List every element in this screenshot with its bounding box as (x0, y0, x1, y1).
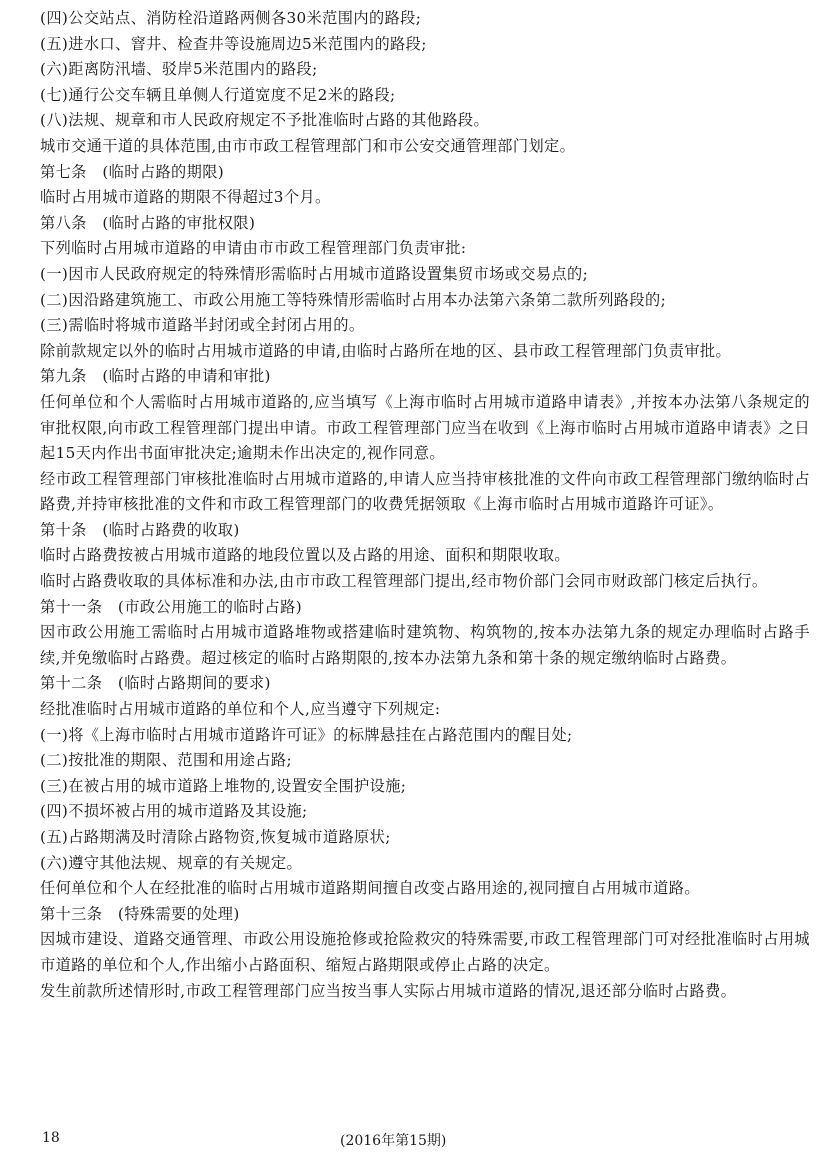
article-heading: 第九条 (临时占路的申请和审批) (40, 367, 271, 386)
document-body (40, 6, 810, 1004)
paragraph: (一)将《上海市临时占用城市道路许可证》的标牌悬挂在占路范围内的醒目处; (40, 725, 573, 744)
paragraph: (五)占路期满及时清除占路物资,恢复城市道路原状; (40, 828, 391, 846)
paragraph: (八)法规、规章和市人民政府规定不予批准临时占路的其他路段。 (40, 111, 490, 130)
paragraph: (二)按批准的期限、范围和用途占路; (40, 751, 292, 770)
article-heading: 第八条 (临时占路的审批权限) (40, 213, 256, 232)
paragraph: (六)距离防汛墙、驳岸5米范围内的路段; (40, 60, 318, 79)
article-heading: 第十条 (临时占路费的收取) (40, 520, 240, 539)
article-heading: 第十一条 (市政公用施工的临时占路) (40, 597, 303, 616)
paragraph: 经市政工程管理部门审核批准临时占用城市道路的,申请人应当持审核批准的文件向市政工程管理部门缴纳临时占路费,并持审核批准的文件和市政工程管理部门的收费凭据领取《上海市临时占用城市道路许可证》。 (40, 469, 810, 514)
paragraph: (一)因市人民政府规定的特殊情形需临时占用城市道路设置集贸市场或交易点的; (40, 264, 589, 283)
paragraph: 经批准临时占用城市道路的单位和个人,应当遵守下列规定: (40, 700, 441, 719)
paragraph: (六)遵守其他法规、规章的有关规定。 (40, 853, 303, 872)
paragraph: 因城市建设、道路交通管理、市政公用设施抢修或抢险救灾的特殊需要,市政工程管理部门可对经批准临时占用城市道路的单位和个人,作出缩小占路面积、缩短占路期限或停止占路的决定。 (40, 930, 810, 974)
issue-label: (2016年第15期) (340, 1133, 447, 1149)
paragraph: 临时占路费收取的具体标准和办法,由市市政工程管理部门提出,经市物价部门会同市财政部门核定后执行。 (40, 572, 768, 591)
paragraph: (四)公交站点、消防栓沿道路两侧各30米范围内的路段; (40, 9, 422, 27)
paragraph: (四)不损坏被占用的城市道路及其设施; (40, 802, 308, 821)
paragraph: (二)因沿路建筑施工、市政公用施工等特殊情形需临时占用本办法第六条第二款所列路段的; (40, 290, 667, 309)
paragraph: 发生前款所述情形时,市政工程管理部门应当按当事人实际占用城市道路的情况,退还部分临时占路费。 (40, 981, 737, 1000)
paragraph: 临时占用城市道路的期限不得超过3个月。 (40, 188, 331, 207)
paragraph: 下列临时占用城市道路的申请由市市政工程管理部门负责审批: (40, 239, 467, 258)
page-footer (0, 1130, 827, 1152)
article-heading: 第七条 (临时占路的期限) (40, 162, 225, 181)
article-heading: 第十三条 (特殊需要的处理) (40, 904, 240, 923)
article-heading: 第十二条 (临时占路期间的要求) (40, 674, 271, 693)
paragraph: 任何单位和个人在经批准的临时占用城市道路期间擅自改变占路用途的,视同擅自占用城市道路。 (40, 879, 700, 898)
paragraph: (五)进水口、窨井、检查井等设施周边5米范围内的路段; (40, 34, 427, 53)
paragraph: 临时占路费按被占用城市道路的地段位置以及占路的用途、面积和期限收取。 (40, 546, 570, 565)
paragraph: 除前款规定以外的临时占用城市道路的申请,由临时占路所在地的区、县市政工程管理部门负责审批。 (40, 341, 732, 360)
paragraph: (三)在被占用的城市道路上堆物的,设置安全围护设施; (40, 776, 407, 795)
page-number: 18 (42, 1130, 60, 1146)
paragraph: 城市交通干道的具体范围,由市市政工程管理部门和市公安交通管理部门划定。 (40, 136, 576, 155)
paragraph: 任何单位和个人需临时占用城市道路的,应当填写《上海市临时占用城市道路申请表》,并按本办法第八条规定的审批权限,向市政工程管理部门提出申请。市政工程管理部门应当在收到《上海市临时占用城市道路申请表》之日起15天内作出书面审批决定;逾期未作出决定的,视作同意。 (40, 392, 810, 463)
paragraph: 因市政公用施工需临时占用城市道路堆物或搭建临时建筑物、构筑物的,按本办法第九条的规定办理临时占路手续,并免缴临时占路费。超过核定的临时占路期限的,按本办法第九条和第十条的规定缴纳临时占路费。 (40, 623, 810, 667)
paragraph: (七)通行公交车辆且单侧人行道宽度不足2米的路段; (40, 85, 396, 104)
paragraph: (三)需临时将城市道路半封闭或全封闭占用的。 (40, 316, 365, 335)
